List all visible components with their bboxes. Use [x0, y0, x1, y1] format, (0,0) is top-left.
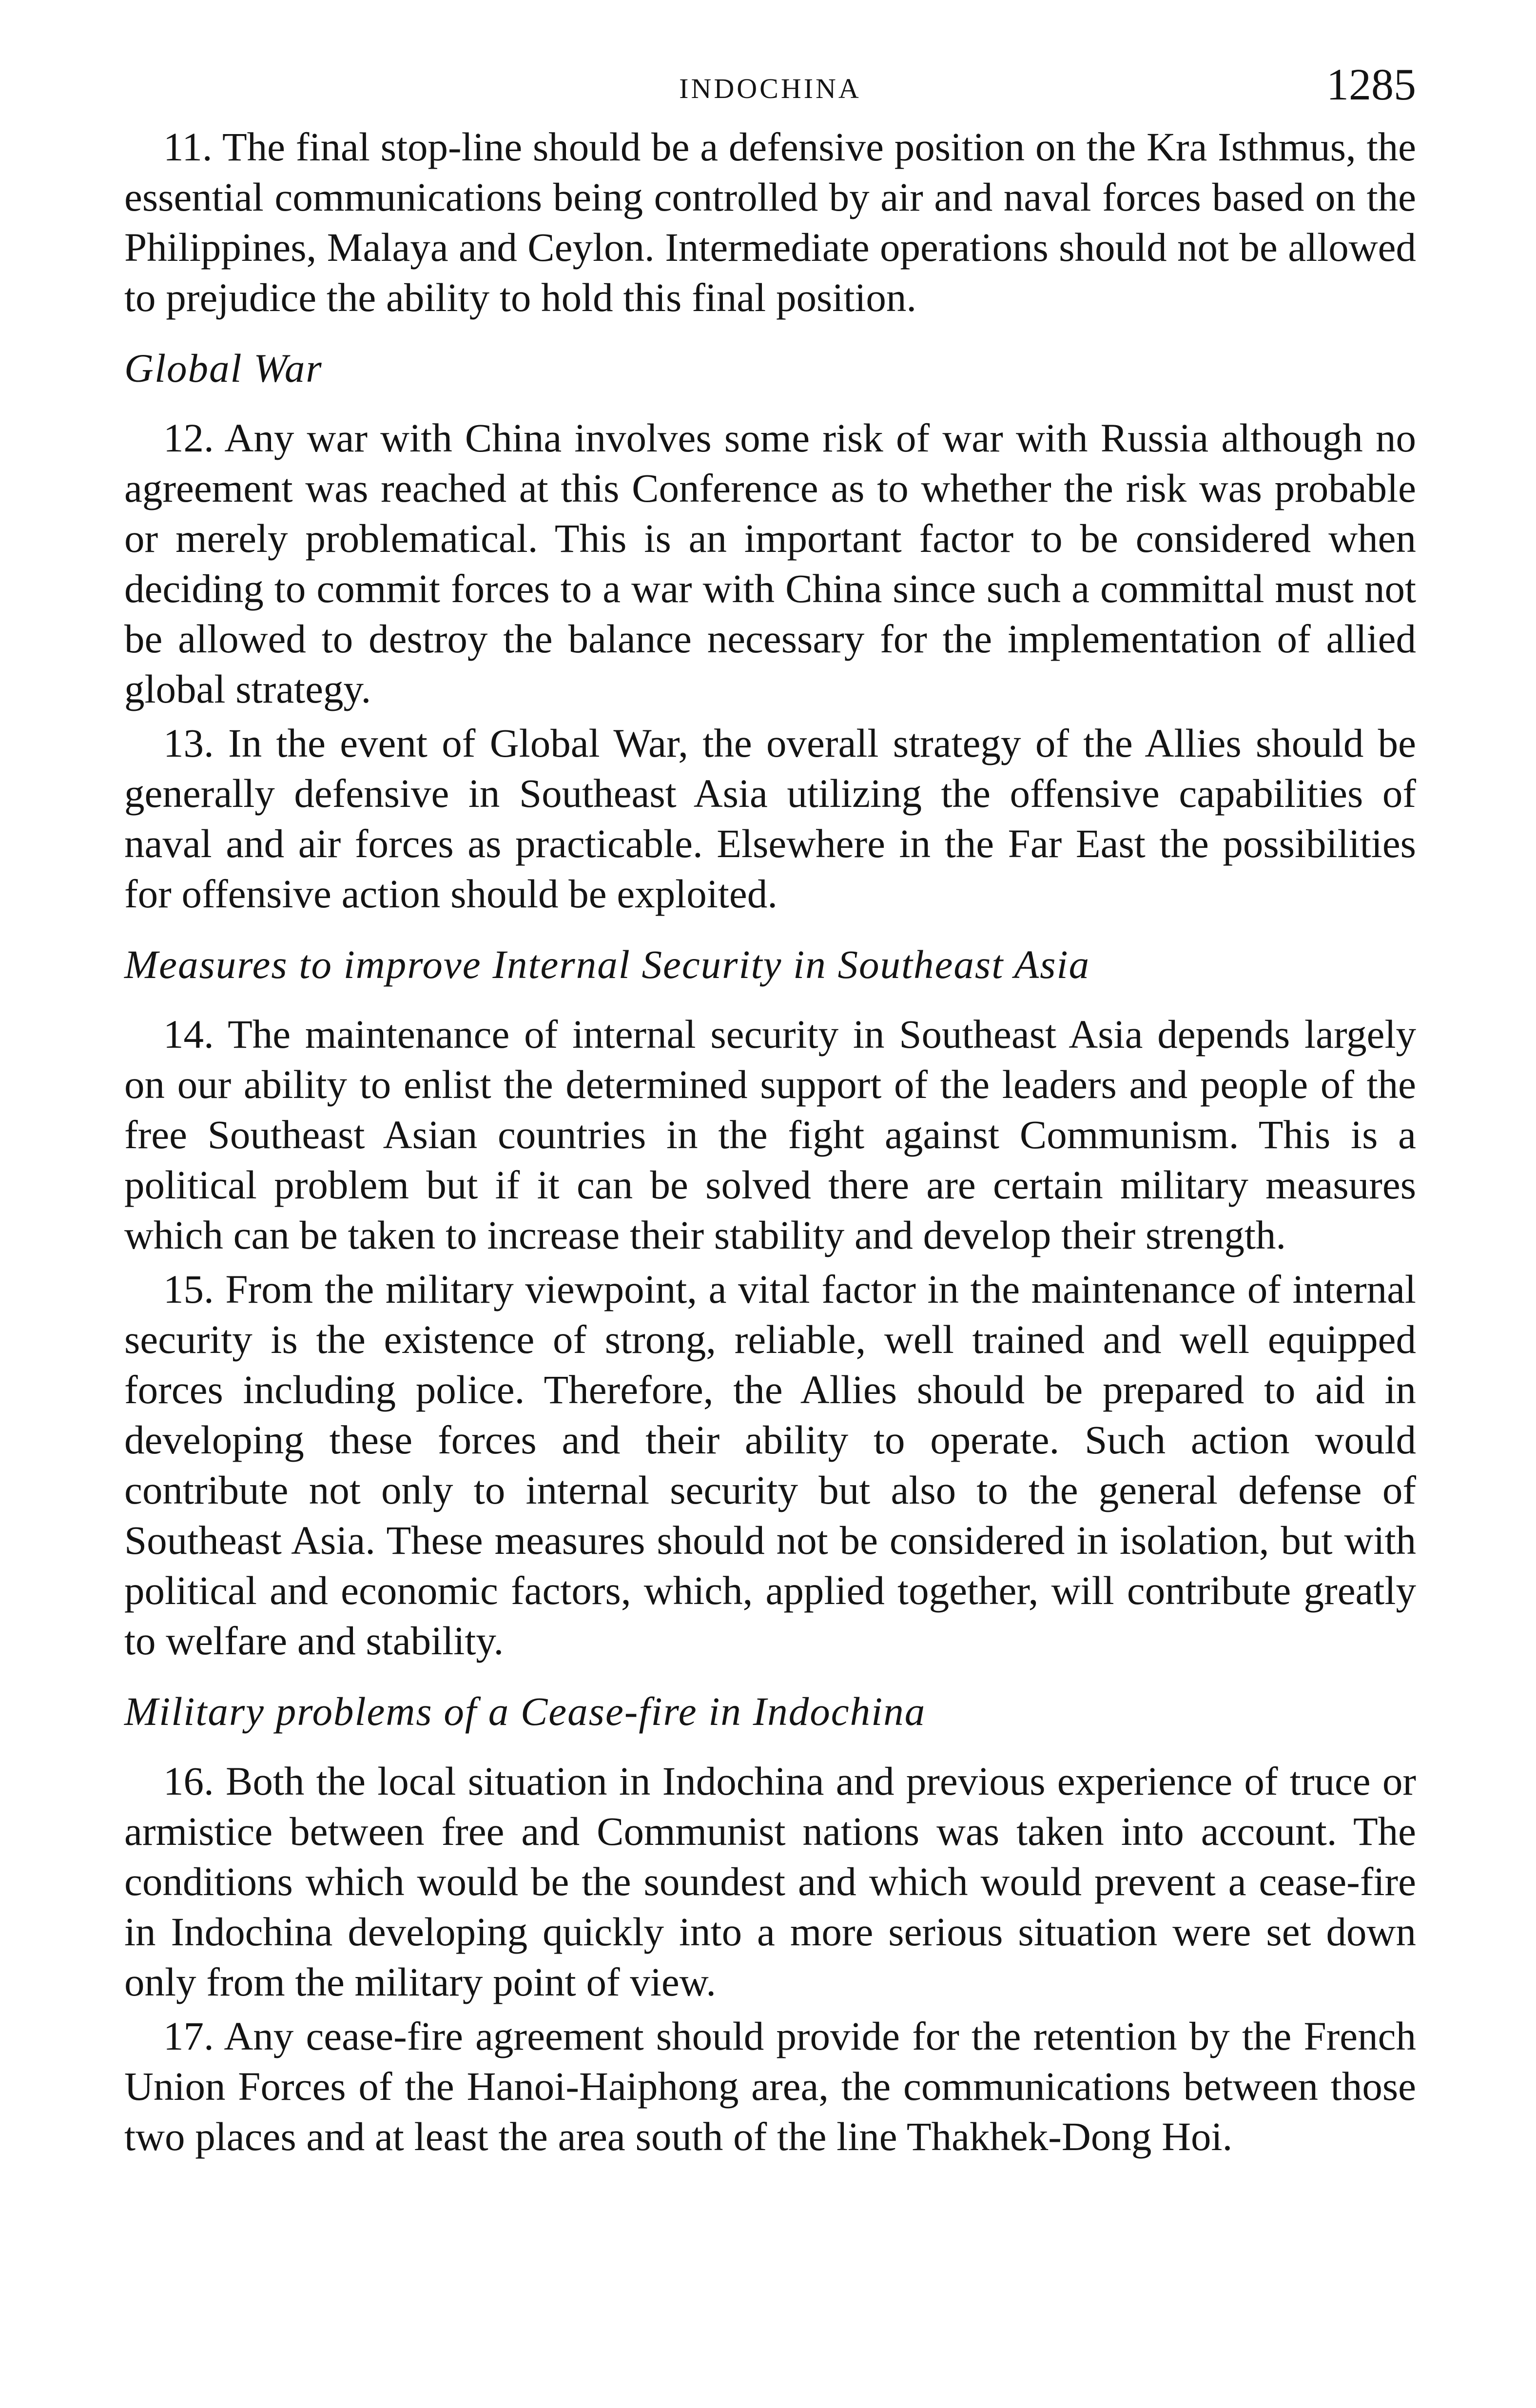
heading-cease-fire: Military problems of a Cease-fire in Indochina [124, 1689, 926, 1734]
heading-global-war: Global War [124, 346, 323, 391]
paragraph-17: 17. Any cease-fire agreement should provide for the retention by the French Union Forces of the Hanoi-Haiphong area, the communications between those two places and at least the area south of the line Thakhek-Dong Hoi. [124, 2014, 1416, 2159]
paragraph-16: 16. Both the local situation in Indochina and previous experience of truce or armistice between free and Communist nations was taken into account. The conditions which would be the soundest and which would prevent a cease-fire in Indochina developing quickly into a more serious situation were set down only from the military point of view. [124, 1759, 1416, 2004]
page-number: 1285 [1326, 59, 1416, 109]
running-header [124, 59, 1416, 122]
heading-internal-security: Measures to improve Internal Security in Southeast Asia [124, 942, 1090, 987]
paragraph-13: 13. In the event of Global War, the overall strategy of the Allies should be generally defensive in Southeast Asia utilizing the offensive capabilities of naval and air forces as practicable. Elsewhere in the Far East the possibilities for offensive action should be exploited. [124, 721, 1416, 916]
paragraph-11: 11. The final stop-line should be a defensive position on the Kra Isthmus, the essential communications being controlled by air and naval forces based on the Philippines, Malaya and Ceylon. Intermediate operations should not be allowed to prejudice the ability to hold this final position. [124, 124, 1416, 320]
paragraph-14: 14. The maintenance of internal security in Southeast Asia depends largely on our ability to enlist the determined support of the leaders and people of the free Southeast Asian countries in the fight against Communism. This is a political problem but if it can be solved there are certain military measures which can be taken to increase their stability and develop their strength. [124, 1012, 1416, 1257]
paragraph-12: 12. Any war with China involves some risk of war with Russia although no agreement was reached at this Conference as to whether the risk was probable or merely problematical. This is an important factor to be considered when deciding to commit forces to a war with China since such a committal must not be allowed to destroy the balance necessary for the implementation of allied global strategy. [124, 415, 1416, 711]
running-title: INDOCHINA [679, 73, 861, 104]
document-page [124, 59, 1416, 2162]
paragraph-15: 15. From the military viewpoint, a vital factor in the maintenance of internal security is the existence of strong, reliable, well trained and well equipped forces including police. Therefore, the Allies should be prepared to aid in developing these forces and their ability to operate. Such action would contribute not only to internal security but also to the general defense of Southeast Asia. These measures should not be considered in isolation, but with political and economic factors, which, applied together, will contribute greatly to welfare and stability. [124, 1267, 1416, 1663]
